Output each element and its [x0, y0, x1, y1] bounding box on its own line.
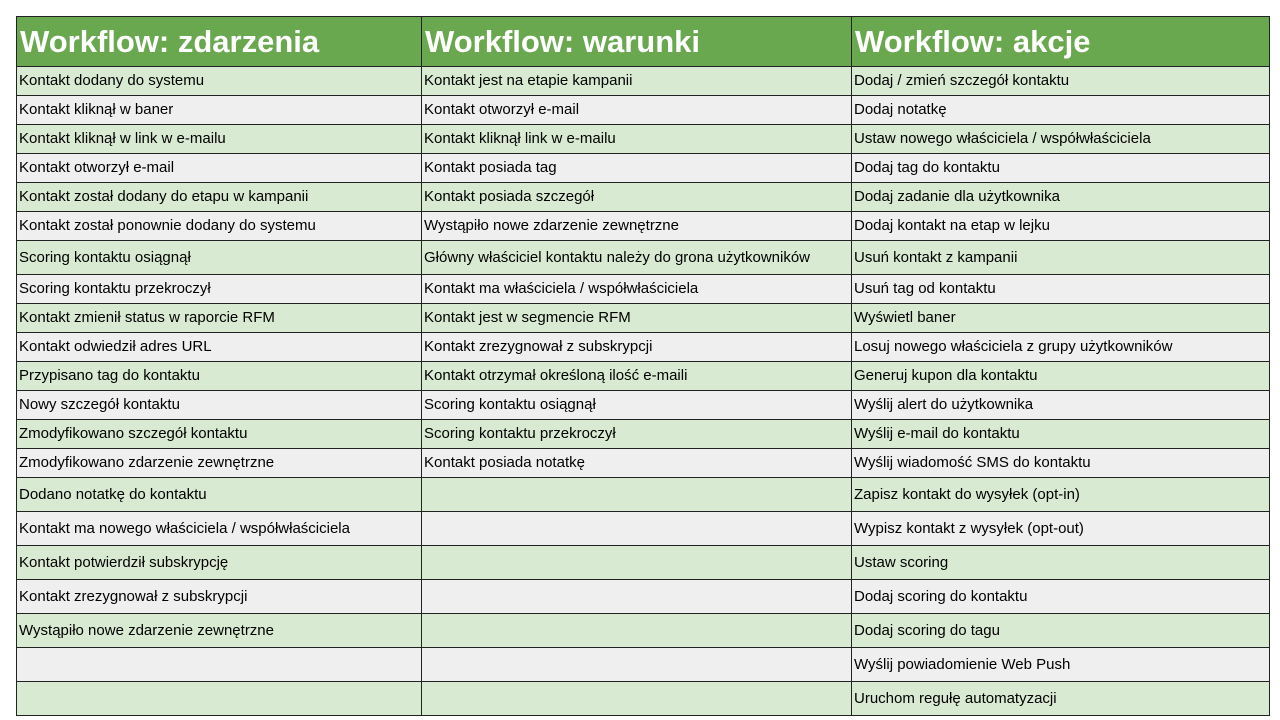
- event-cell: Kontakt ma nowego właściciela / współwłaściciela: [17, 512, 422, 546]
- action-cell: Dodaj / zmień szczegół kontaktu: [852, 67, 1270, 96]
- table-row: [17, 512, 1270, 546]
- action-cell: Wyślij powiadomienie Web Push: [852, 648, 1270, 682]
- event-cell: Kontakt został ponownie dodany do systemu: [17, 212, 422, 241]
- action-cell: Ustaw scoring: [852, 546, 1270, 580]
- condition-cell: Kontakt posiada notatkę: [422, 449, 852, 478]
- condition-cell: [422, 478, 852, 512]
- event-cell: Kontakt potwierdził subskrypcję: [17, 546, 422, 580]
- table-row: [17, 682, 1270, 716]
- action-cell: Wyślij alert do użytkownika: [852, 391, 1270, 420]
- condition-cell: Kontakt posiada szczegół: [422, 183, 852, 212]
- condition-cell: Kontakt otworzył e-mail: [422, 96, 852, 125]
- condition-cell: [422, 614, 852, 648]
- action-cell: Wyślij wiadomość SMS do kontaktu: [852, 449, 1270, 478]
- condition-cell: [422, 648, 852, 682]
- event-cell: Dodano notatkę do kontaktu: [17, 478, 422, 512]
- table-row: [17, 154, 1270, 183]
- table-row: [17, 275, 1270, 304]
- condition-cell: Kontakt jest na etapie kampanii: [422, 67, 852, 96]
- condition-cell: [422, 546, 852, 580]
- event-cell: Kontakt otworzył e-mail: [17, 154, 422, 183]
- event-cell: Zmodyfikowano szczegół kontaktu: [17, 420, 422, 449]
- event-cell: Kontakt kliknął w link w e-mailu: [17, 125, 422, 154]
- action-cell: Usuń tag od kontaktu: [852, 275, 1270, 304]
- action-cell: Dodaj kontakt na etap w lejku: [852, 212, 1270, 241]
- action-cell: Dodaj scoring do tagu: [852, 614, 1270, 648]
- table-row: [17, 449, 1270, 478]
- event-cell: Kontakt zmienił status w raporcie RFM: [17, 304, 422, 333]
- event-cell: Przypisano tag do kontaktu: [17, 362, 422, 391]
- event-cell: Nowy szczegół kontaktu: [17, 391, 422, 420]
- action-cell: Ustaw nowego właściciela / współwłaściciela: [852, 125, 1270, 154]
- condition-cell: Kontakt kliknął link w e-mailu: [422, 125, 852, 154]
- action-cell: Dodaj tag do kontaktu: [852, 154, 1270, 183]
- condition-cell: Kontakt posiada tag: [422, 154, 852, 183]
- table-row: [17, 333, 1270, 362]
- action-cell: Generuj kupon dla kontaktu: [852, 362, 1270, 391]
- table-row: [17, 420, 1270, 449]
- event-cell: Kontakt odwiedził adres URL: [17, 333, 422, 362]
- action-cell: Losuj nowego właściciela z grupy użytkowników: [852, 333, 1270, 362]
- table-row: [17, 546, 1270, 580]
- action-cell: Zapisz kontakt do wysyłek (opt-in): [852, 478, 1270, 512]
- condition-cell: [422, 682, 852, 716]
- condition-cell: Główny właściciel kontaktu należy do grona użytkowników: [422, 241, 852, 275]
- table-row: [17, 580, 1270, 614]
- event-cell: [17, 648, 422, 682]
- table-row: [17, 212, 1270, 241]
- table-row: [17, 648, 1270, 682]
- action-cell: Usuń kontakt z kampanii: [852, 241, 1270, 275]
- table-row: [17, 241, 1270, 275]
- condition-cell: Wystąpiło nowe zdarzenie zewnętrzne: [422, 212, 852, 241]
- event-cell: Kontakt kliknął w baner: [17, 96, 422, 125]
- event-cell: Zmodyfikowano zdarzenie zewnętrzne: [17, 449, 422, 478]
- condition-cell: Scoring kontaktu przekroczył: [422, 420, 852, 449]
- table-row: [17, 391, 1270, 420]
- header-conditions: Workflow: warunki: [422, 17, 852, 67]
- workflow-table: [16, 16, 1270, 716]
- table-row: [17, 304, 1270, 333]
- action-cell: Dodaj zadanie dla użytkownika: [852, 183, 1270, 212]
- header-actions: Workflow: akcje: [852, 17, 1270, 67]
- event-cell: Wystąpiło nowe zdarzenie zewnętrzne: [17, 614, 422, 648]
- event-cell: Kontakt został dodany do etapu w kampanii: [17, 183, 422, 212]
- condition-cell: Kontakt jest w segmencie RFM: [422, 304, 852, 333]
- table-row: [17, 96, 1270, 125]
- header-events: Workflow: zdarzenia: [17, 17, 422, 67]
- table-row: [17, 362, 1270, 391]
- table-row: [17, 183, 1270, 212]
- event-cell: Kontakt zrezygnował z subskrypcji: [17, 580, 422, 614]
- table-row: [17, 125, 1270, 154]
- table-row: [17, 614, 1270, 648]
- action-cell: Wypisz kontakt z wysyłek (opt-out): [852, 512, 1270, 546]
- condition-cell: Kontakt ma właściciela / współwłaściciela: [422, 275, 852, 304]
- action-cell: Uruchom regułę automatyzacji: [852, 682, 1270, 716]
- table-row: [17, 67, 1270, 96]
- header-row: [17, 17, 1270, 67]
- action-cell: Dodaj notatkę: [852, 96, 1270, 125]
- event-cell: Scoring kontaktu przekroczył: [17, 275, 422, 304]
- table-row: [17, 478, 1270, 512]
- condition-cell: [422, 580, 852, 614]
- condition-cell: Scoring kontaktu osiągnął: [422, 391, 852, 420]
- action-cell: Wyślij e-mail do kontaktu: [852, 420, 1270, 449]
- condition-cell: Kontakt otrzymał określoną ilość e-maili: [422, 362, 852, 391]
- table-body: [17, 67, 1270, 716]
- condition-cell: [422, 512, 852, 546]
- event-cell: Kontakt dodany do systemu: [17, 67, 422, 96]
- action-cell: Wyświetl baner: [852, 304, 1270, 333]
- condition-cell: Kontakt zrezygnował z subskrypcji: [422, 333, 852, 362]
- event-cell: [17, 682, 422, 716]
- action-cell: Dodaj scoring do kontaktu: [852, 580, 1270, 614]
- event-cell: Scoring kontaktu osiągnął: [17, 241, 422, 275]
